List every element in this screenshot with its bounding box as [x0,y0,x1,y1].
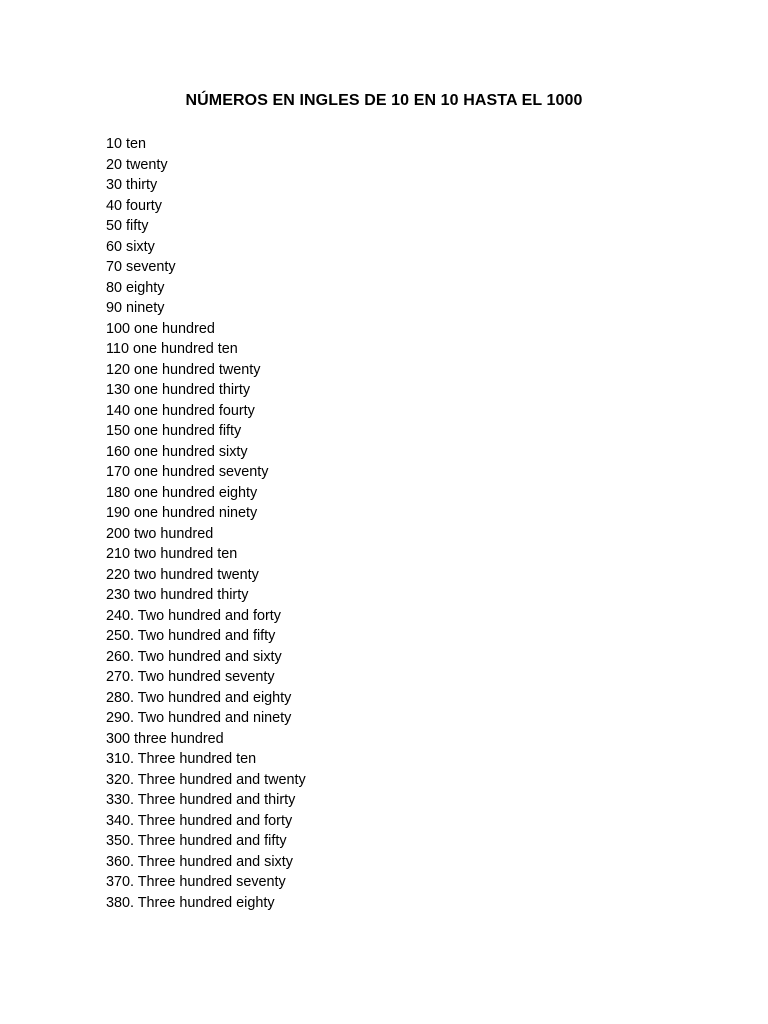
list-item: 170 one hundred seventy [106,464,269,480]
list-item: 290. Two hundred and ninety [106,710,292,726]
list-item: 230 two hundred thirty [106,587,249,603]
list-item: 160 one hundred sixty [106,443,248,460]
list-item: 110 one hundred ten [106,341,238,357]
list-item: 100 one hundred [106,320,215,337]
list-item: 380. Three hundred eighty [106,894,275,911]
list-item: 140 one hundred fourty [106,402,255,419]
list-item: 300 three hundred [106,730,224,747]
list-item: 180 one hundred eighty [106,484,258,501]
list-item: 40 fourty [106,197,162,214]
list-item: 360. Three hundred and sixty [106,853,293,870]
list-item: 130 one hundred thirty [106,382,251,398]
list-item: 270. Two hundred seventy [106,669,275,685]
list-item: 280. Two hundred and eighty [106,689,292,706]
list-item: 330. Three hundred and thirty [106,792,296,808]
list-item: 90 ninety [106,300,165,316]
list-item: 210 two hundred ten [106,546,238,562]
list-item: 260. Two hundred and sixty [106,648,282,665]
list-item: 80 eighty [106,279,165,296]
list-item: 190 one hundred ninety [106,505,258,521]
list-item: 310. Three hundred ten [106,751,257,767]
list-item: 350. Three hundred and fifty [106,833,287,849]
list-item: 200 two hundred [106,525,214,542]
list-item: 60 sixty [106,238,155,255]
list-item: 120 one hundred twenty [106,361,261,378]
page-title: NÚMEROS EN INGLES DE 10 EN 10 HASTA EL 1000 [185,92,583,109]
list-item: 370. Three hundred seventy [106,874,286,890]
list-item: 250. Two hundred and fifty [106,628,276,644]
list-item: 240. Two hundred and forty [106,607,281,624]
list-item: 50 fifty [106,218,149,234]
list-item: 150 one hundred fifty [106,423,242,439]
list-item: 70 seventy [106,259,176,275]
list-item: 340. Three hundred and forty [106,812,293,829]
list-item: 30 thirty [106,177,158,193]
list-item: 20 twenty [106,156,168,173]
list-item: 220 two hundred twenty [106,566,259,583]
list-item: 320. Three hundred and twenty [106,771,306,788]
list-item: 10 ten [106,136,147,152]
number-list [106,134,306,913]
